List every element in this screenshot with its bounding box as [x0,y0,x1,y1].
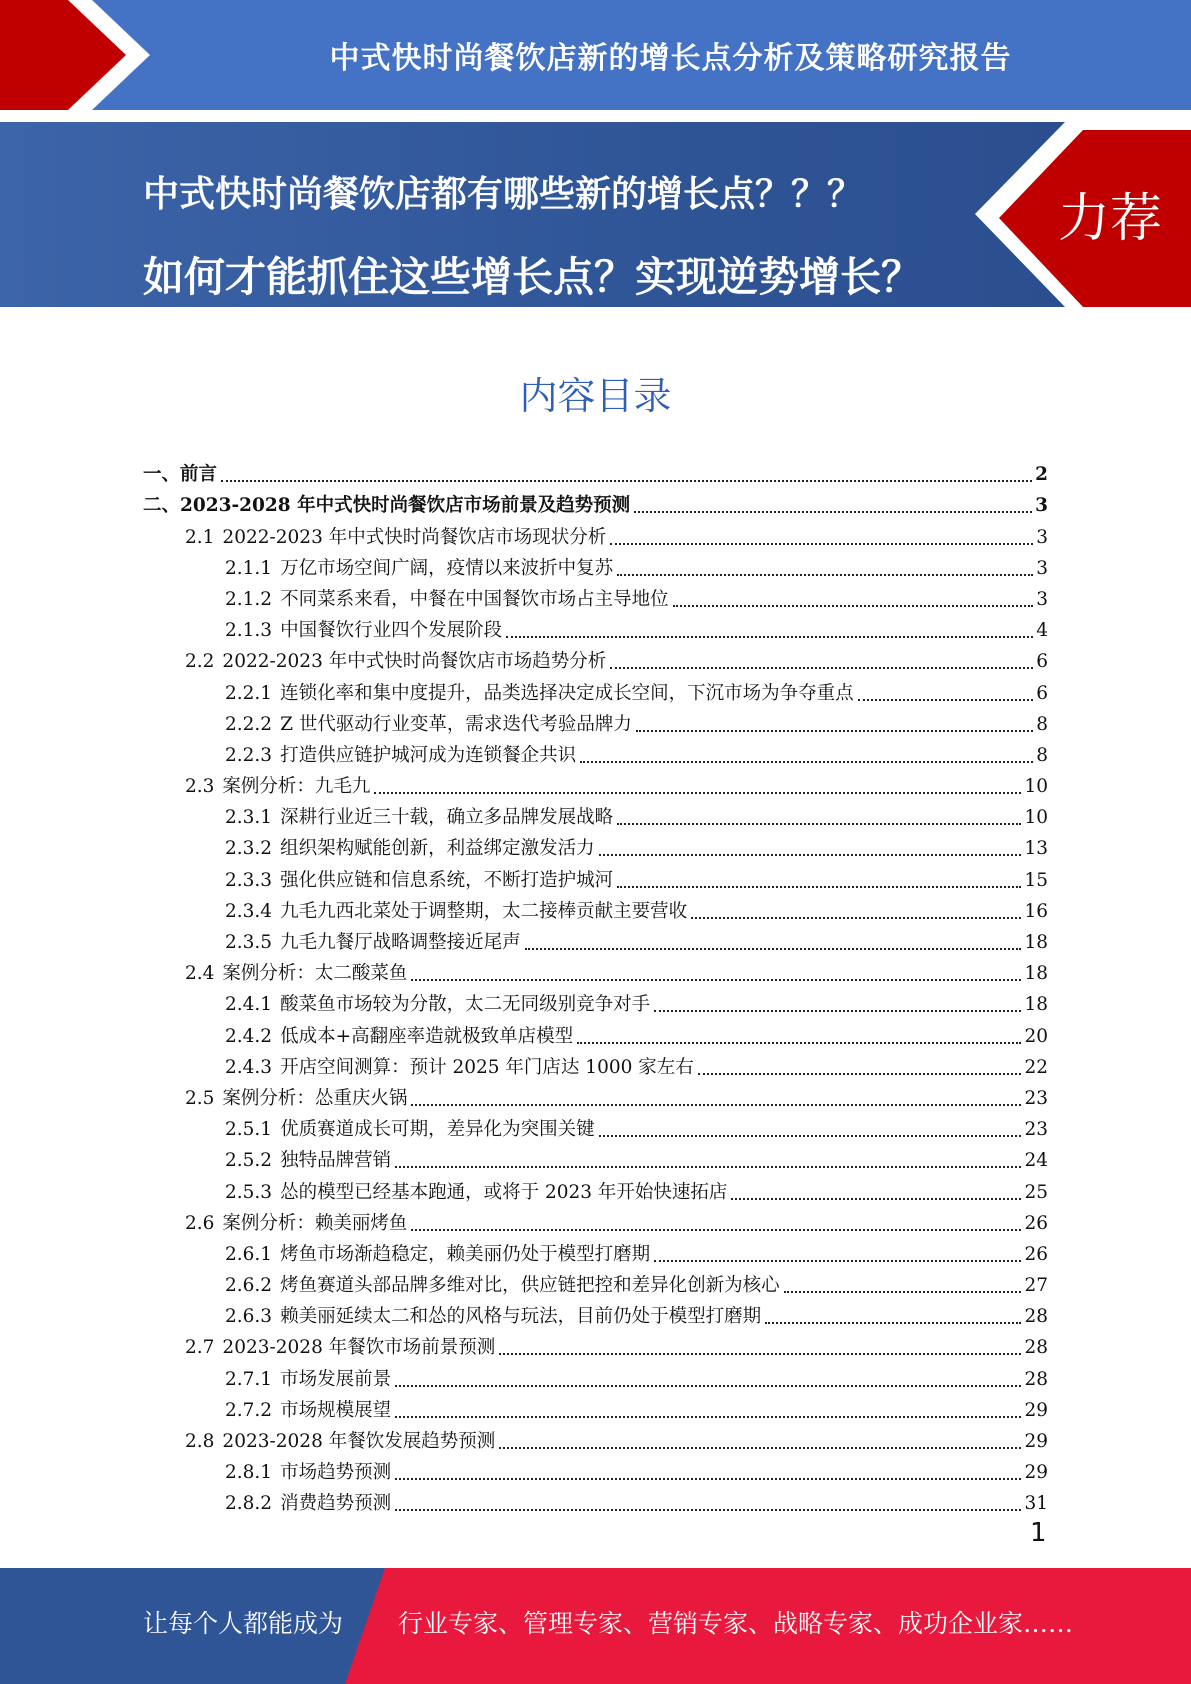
toc-entry-page: 26 [1024,1243,1048,1265]
toc-entry-number: 2.2.3 [225,744,273,766]
toc-dot-leader [673,591,1033,607]
toc-dot-leader [395,1495,1021,1511]
toc-entry[interactable] [143,1453,1048,1484]
toc-entry-number: 2.8 [185,1431,215,1452]
toc-entry[interactable] [143,1141,1048,1172]
toc-entry-number: 2.6.3 [225,1306,273,1328]
toc-dot-leader [691,903,1021,919]
toc-entry-page: 23 [1024,1119,1048,1141]
toc-entry-title: 开店空间测算：预计 2025 年门店达 1000 家左右 [280,1056,694,1078]
red-chevron-shape [0,0,160,110]
toc-entry-page: 29 [1024,1399,1048,1421]
toc-dot-leader [765,1308,1021,1324]
toc-entry-page: 3 [1036,526,1048,548]
toc-entry-page: 29 [1024,1462,1048,1484]
toc-entry-page: 3 [1036,557,1048,579]
toc-entry[interactable] [143,1204,1048,1235]
toc-dot-leader [580,747,1033,763]
toc-entry-title: 市场发展前景 [280,1368,392,1390]
toc-entry-number: 2.4.2 [225,1025,273,1047]
toc-entry-title: 独特品牌营销 [280,1150,392,1172]
toc-entry[interactable] [143,767,1048,798]
toc-entry-number: 2.1.1 [225,557,273,579]
toc-entry-title: 2022-2023 年中式快时尚餐饮店市场趋势分析 [222,651,607,673]
toc-entry-page: 6 [1036,682,1048,704]
toc-entry-title: 怂的模型已经基本跑通，或将于 2023 年开始快速拓店 [280,1181,728,1203]
toc-dot-leader [411,1090,1021,1106]
toc-entry[interactable] [143,954,1048,985]
toc-dot-leader [395,1152,1021,1168]
toc-entry[interactable] [143,923,1048,954]
toc-title: 内容目录 [519,374,672,418]
toc-entry-number: 2.7.2 [225,1399,273,1421]
toc-entry-number: 2.4.3 [225,1056,273,1078]
toc-entry-title: 案例分析：怂重庆火锅 [222,1087,408,1109]
toc-entry-title: 九毛九西北菜处于调整期，太二接棒贡献主要营收 [280,900,688,922]
toc-entry[interactable] [143,455,1048,486]
toc-entry-page: 22 [1024,1056,1048,1078]
toc-entry-page: 25 [1024,1181,1048,1203]
toc-entry[interactable] [143,517,1048,548]
headline-question-1: 中式快时尚餐饮店都有哪些新的增长点？？？ [143,174,864,215]
toc-entry[interactable] [143,1359,1048,1390]
toc-entry[interactable] [143,1328,1048,1359]
toc-entry[interactable] [143,1048,1048,1079]
toc-dot-leader [617,809,1021,825]
recommend-badge-label: 力荐 [1058,189,1163,249]
toc-entry[interactable] [143,1266,1048,1297]
toc-entry-page: 18 [1024,963,1048,985]
toc-entry-number: 2.3.4 [225,900,273,922]
toc-dot-leader [499,1433,1021,1449]
toc-entry[interactable] [143,798,1048,829]
toc-entry-number: 2.6.2 [225,1275,273,1297]
toc-entry[interactable] [143,1016,1048,1047]
toc-entry-number: 2.2.1 [225,682,273,704]
toc-entry-page: 8 [1036,744,1048,766]
toc-entry-number: 2.5.2 [225,1150,273,1172]
toc-entry[interactable] [143,549,1048,580]
toc-entry-page: 6 [1036,651,1048,673]
toc-entry-number: 2.8.1 [225,1462,273,1484]
toc-entry-title: 案例分析：赖美丽烤鱼 [222,1212,408,1234]
toc-entry-number: 2.3.3 [225,869,273,891]
toc-dot-leader [698,1059,1022,1075]
toc-entry[interactable] [143,1235,1048,1266]
toc-entry-title: 不同菜系来看，中餐在中国餐饮市场占主导地位 [280,588,669,610]
toc-entry-title: 案例分析：太二酸菜鱼 [222,963,408,985]
toc-dot-leader [654,996,1021,1012]
toc-entry-page: 27 [1024,1275,1048,1297]
toc-entry-number: 2.3.1 [225,807,273,829]
toc-entry-page: 28 [1024,1337,1048,1359]
toc-entry-title: 打造供应链护城河成为连锁餐企共识 [280,744,577,766]
toc-entry-title: 2023-2028 年餐饮市场前景预测 [222,1337,496,1359]
toc-entry-number: 2.7 [185,1337,215,1359]
toc-entry-number: 2.1.2 [225,588,273,610]
toc-entry-page: 18 [1024,994,1048,1016]
toc-dot-leader [525,934,1022,950]
toc-entry-page: 28 [1024,1306,1048,1328]
toc-entry-page: 29 [1024,1431,1048,1452]
toc-entry-page: 10 [1024,807,1048,829]
toc-entry-page: 13 [1024,838,1048,860]
toc-entry-page: 2 [1035,464,1048,486]
toc-entry[interactable] [143,673,1048,704]
toc-dot-leader [411,1215,1021,1231]
toc-entry-number: 2.2 [185,651,215,673]
toc-dot-leader [654,1246,1021,1262]
toc-dot-leader [858,685,1033,701]
toc-entry[interactable] [143,1110,1048,1141]
footer-slogan-right: 行业专家、管理专家、营销专家、战略专家、成功企业家…… [398,1609,1074,1638]
toc-entry-title: 连锁化率和集中度提升，品类选择决定成长空间，下沉市场为争夺重点 [280,682,854,704]
toc-entry[interactable] [143,642,1048,673]
toc-entry[interactable] [143,705,1048,736]
toc-entry-title: 烤鱼赛道头部品牌多维对比，供应链把控和差异化创新为核心 [280,1275,780,1297]
toc-entry-title: 优质赛道成长可期，差异化为突围关键 [280,1119,595,1141]
toc-entry[interactable] [143,892,1048,923]
toc-entry-number: 2.1 [185,526,215,548]
toc-entry-number: 2.5.3 [225,1181,273,1203]
toc-entry[interactable] [143,736,1048,767]
table-of-contents [143,455,1048,1515]
toc-dot-leader [599,840,1022,856]
toc-entry-number: 2.3.5 [225,932,273,953]
toc-entry-title: 九毛九餐厅战略调整接近尾声 [280,932,521,953]
toc-entry-page: 15 [1024,869,1048,891]
toc-entry-page: 24 [1024,1150,1048,1172]
toc-entry-page: 23 [1024,1087,1048,1109]
toc-entry-page: 10 [1024,776,1048,798]
toc-entry-number: 2.5.1 [225,1119,273,1141]
toc-entry-number: 2.3.2 [225,838,273,860]
toc-entry[interactable] [143,1172,1048,1203]
toc-dot-leader [221,466,1032,482]
toc-dot-leader [374,778,1021,794]
toc-entry-number: 2.4 [185,963,215,985]
toc-entry[interactable] [143,1079,1048,1110]
toc-entry-title: 低成本+高翻座率造就极致单店模型 [280,1025,574,1047]
toc-dot-leader [395,1464,1021,1480]
toc-entry[interactable] [143,985,1048,1016]
toc-entry[interactable] [143,1422,1048,1453]
toc-entry-page: 3 [1035,495,1048,517]
toc-entry-number: 2.3 [185,776,215,798]
toc-entry-page: 8 [1036,713,1048,735]
toc-entry[interactable] [143,860,1048,891]
toc-entry-title: 2022-2023 年中式快时尚餐饮店市场现状分析 [222,526,607,548]
toc-entry-page: 18 [1024,932,1048,953]
toc-entry-page: 16 [1024,900,1048,922]
toc-dot-leader [577,1028,1021,1044]
toc-entry-page: 28 [1024,1368,1048,1390]
toc-entry[interactable] [143,611,1048,642]
toc-entry-number: 2.7.1 [225,1368,273,1390]
toc-entry-number: 2.6.1 [225,1243,273,1265]
top-banner [0,0,1191,110]
toc-entry-title: Z 世代驱动行业变革，需求迭代考验品牌力 [280,713,632,735]
toc-entry-title: 市场规模展望 [280,1399,392,1421]
toc-entry-title: 中国餐饮行业四个发展阶段 [280,620,503,642]
toc-entry-page: 26 [1024,1212,1048,1234]
toc-entry-number: 2.2.2 [225,713,273,735]
toc-entry-title: 万亿市场空间广阔，疫情以来波折中复苏 [280,557,614,579]
toc-dot-leader [599,1121,1022,1137]
toc-entry[interactable] [143,829,1048,860]
toc-dot-leader [617,872,1021,888]
toc-entry-page: 20 [1024,1025,1048,1047]
toc-entry-number: 2.5 [185,1087,215,1109]
toc-entry-title: 2023-2028 年餐饮发展趋势预测 [222,1431,496,1452]
toc-dot-leader [636,716,1033,732]
toc-entry[interactable] [143,1391,1048,1422]
toc-entry-number: 一、 [143,464,181,486]
toc-entry-title: 深耕行业近三十载，确立多品牌发展战略 [280,807,614,829]
toc-entry-title: 组织架构赋能创新，利益绑定激发活力 [280,838,595,860]
toc-entry-title: 前言 [180,464,218,486]
toc-entry-page: 31 [1024,1493,1048,1515]
toc-entry-title: 赖美丽延续太二和怂的风格与玩法，目前仍处于模型打磨期 [280,1306,762,1328]
headline-band [0,122,1191,307]
toc-dot-leader [617,560,1033,576]
footer-banner [0,1568,1191,1684]
toc-dot-leader [506,622,1033,638]
toc-entry[interactable] [143,486,1048,517]
toc-entry-title: 2023-2028 年中式快时尚餐饮店市场前景及趋势预测 [180,495,631,517]
footer-slogan-left: 让每个人都能成为 [143,1609,344,1638]
toc-entry[interactable] [143,580,1048,611]
toc-dot-leader [610,529,1033,545]
toc-entry-number: 2.8.2 [225,1493,273,1515]
toc-entry-page: 4 [1036,620,1048,642]
toc-dot-leader [731,1184,1021,1200]
headline-question-2: 如何才能抓住这些增长点？实现逆势增长？ [143,253,922,301]
toc-dot-leader [634,497,1032,513]
toc-dot-leader [395,1402,1021,1418]
toc-dot-leader [395,1371,1021,1387]
toc-entry[interactable] [143,1484,1048,1515]
toc-entry-number: 2.1.3 [225,620,273,642]
toc-entry-title: 酸菜鱼市场较为分散，太二无同级别竞争对手 [280,994,651,1016]
toc-dot-leader [499,1339,1021,1355]
toc-entry[interactable] [143,1297,1048,1328]
toc-dot-leader [784,1277,1022,1293]
toc-entry-title: 强化供应链和信息系统，不断打造护城河 [280,869,614,891]
toc-entry-number: 二、 [143,495,181,517]
toc-dot-leader [610,653,1033,669]
toc-entry-title: 市场趋势预测 [280,1462,392,1484]
toc-entry-number: 2.6 [185,1212,215,1234]
page-number: 1 [1030,1518,1047,1548]
toc-entry-title: 案例分析：九毛九 [222,776,371,798]
toc-entry-number: 2.4.1 [225,994,273,1016]
toc-dot-leader [411,965,1021,981]
toc-entry-title: 烤鱼市场渐趋稳定，赖美丽仍处于模型打磨期 [280,1243,651,1265]
report-title: 中式快时尚餐饮店新的增长点分析及策略研究报告 [329,41,1012,76]
toc-entry-page: 3 [1036,588,1048,610]
toc-entry-title: 消费趋势预测 [280,1493,392,1515]
